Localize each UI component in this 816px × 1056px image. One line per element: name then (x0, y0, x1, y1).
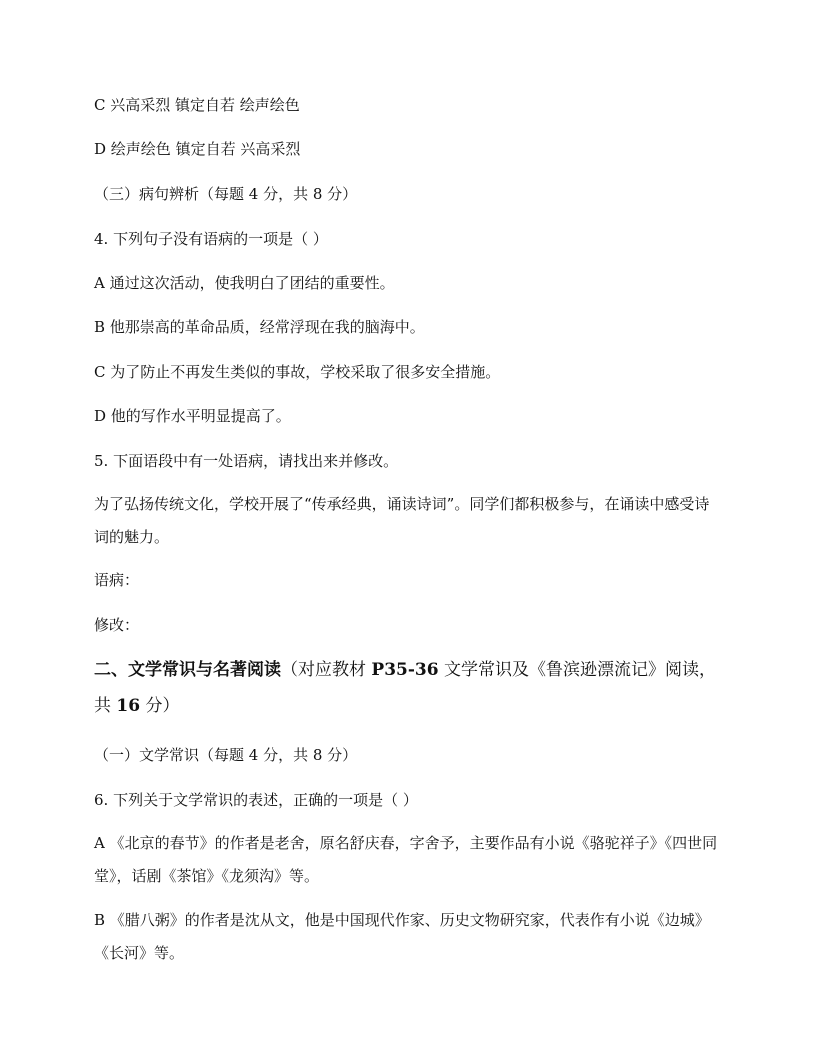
part-2-heading-score: 16 (116, 696, 141, 716)
part-2-heading-title: 二、文学常识与名著阅读 (94, 660, 281, 680)
part-2-heading-pages: P35-36 (371, 660, 439, 680)
question-4-option-b: B 他那崇高的革命品质，经常浮现在我的脑海中。 (94, 318, 425, 336)
part-2-heading-note-middle: 文学常识及《鲁滨逊漂流记》阅读，共 (94, 660, 716, 716)
option-c-previous: C 兴高采烈 镇定自若 绘声绘色 (94, 96, 300, 114)
question-5-error-label: 语病： (94, 571, 140, 589)
section-title-sentence-analysis: （三）病句辨析（每题 4 分，共 8 分） (94, 185, 358, 203)
question-6-option-a: A 《北京的春节》的作者是老舍，原名舒庆春，字舍予，主要作品有小说《骆驼祥子》《四世同堂》，话剧《茶馆》《龙须沟》等。 (94, 834, 718, 885)
part-2-heading-note-end: 分） (140, 696, 180, 716)
question-4: 4. 下列句子没有语病的一项是（ ） (94, 230, 328, 248)
question-6: 6. 下列关于文学常识的表述，正确的一项是（ ） (94, 791, 418, 809)
subsection-title-literary-knowledge: （一）文学常识（每题 4 分，共 8 分） (94, 746, 358, 764)
question-4-option-d: D 他的写作水平明显提高了。 (94, 407, 291, 425)
part-2-heading (94, 652, 724, 724)
question-6-option-b: B 《腊八粥》的作者是沈从文，他是中国现代作家、历史文物研究家，代表作有小说《边城》《长河》等。 (94, 911, 710, 962)
question-4-option-c: C 为了防止不再发生类似的事故，学校采取了很多安全措施。 (94, 363, 501, 381)
question-5-fix-label: 修改： (94, 616, 140, 634)
option-d-previous: D 绘声绘色 镇定自若 兴高采烈 (94, 140, 301, 158)
part-2-heading-note-start: （对应教材 (281, 660, 372, 680)
question-4-option-a: A 通过这次活动，使我明白了团结的重要性。 (94, 274, 395, 292)
question-5: 5. 下面语段中有一处语病，请找出来并修改。 (94, 452, 399, 470)
question-5-passage: 为了弘扬传统文化，学校开展了“传承经典，诵读诗词”。同学们都积极参与，在诵读中感受诗词的魅力。 (94, 495, 710, 546)
